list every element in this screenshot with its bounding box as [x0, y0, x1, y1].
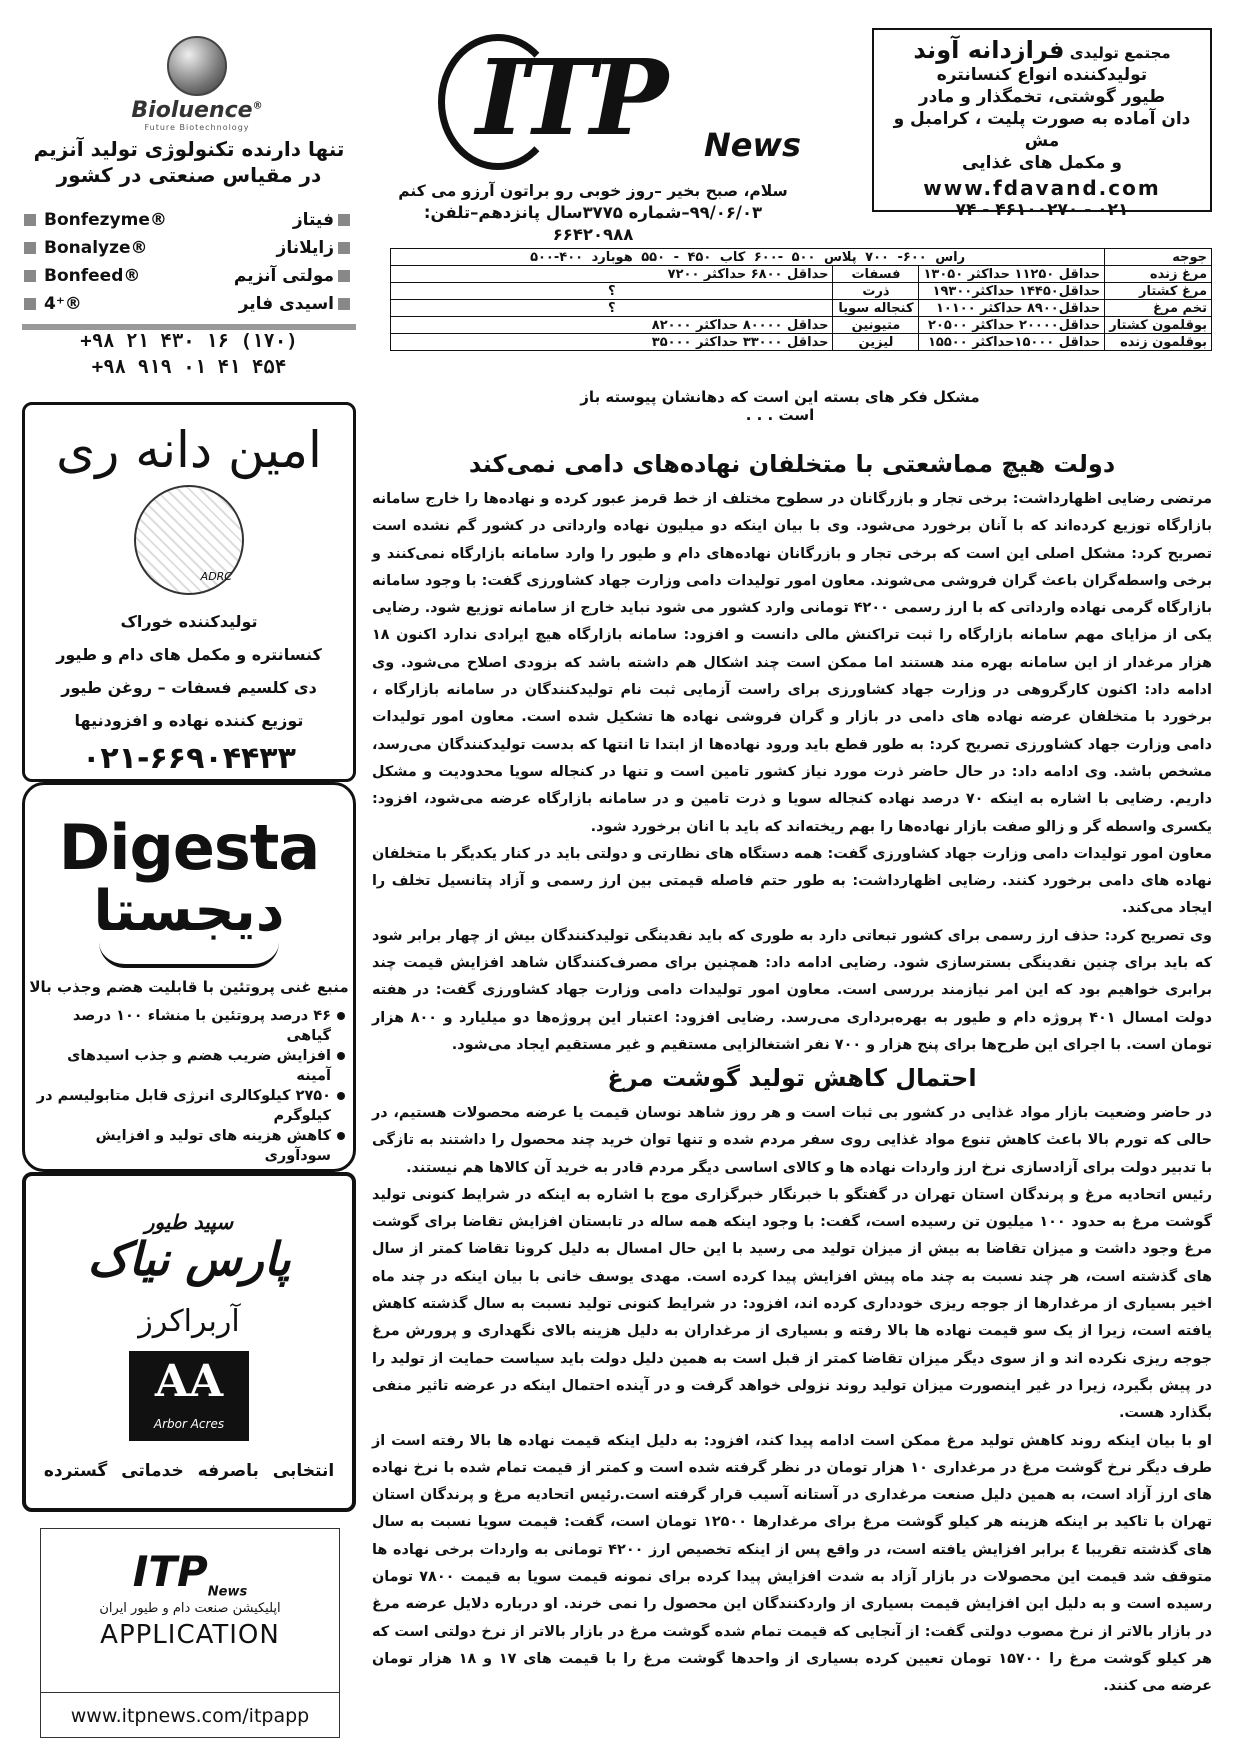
digesta-headline: منبع غنی پروتئین با قابلیت هضم وجذب بالا: [29, 978, 349, 996]
itp-news-logo: [432, 30, 812, 170]
aa-mark: AA: [154, 1356, 224, 1407]
bioluence-tagline: [22, 136, 356, 188]
list-item: ۴۶ درصد پروتئین با منشاء ۱۰۰ درصد گیاهی: [33, 1006, 345, 1046]
digesta-ad: [22, 782, 356, 1172]
fardaneh-line: دان آماده به صورت پلیت ، کرامبل و مش: [893, 109, 1191, 151]
aa-sub: Arbor Acres: [153, 1417, 225, 1431]
paragraph: مرتضی رضایی اظهارداشت: برخی تجار و بازرگانان در سطوح مختلف از خط قرمز عبور کرده و نهاده‌ها را خارج سامانه بازارگاه توزیع کرده‌اند که با آنان برخورد می‌شود. وی با بیان اینکه دو میلیون نهاده وارداتی در کشور گم نشده است تصریح کرد: مشکل اصلی این است که برخی تجار و بازرگانان نهاده‌های دام و طیور را وارد سامانه بازارگاه نمی‌کنند و برخی واسطه‌گران باعث گران فروشی می‌شوند. معاون امور تولیدات دامی وزارت جهاد کشاورزی گفت: با وجود سامانه بازارگاه گرمی نهاده وارداتی که با ارز رسمی ۴۲۰۰ تومانی وارد کشور می شود نباید خارج از سامانه توزیع شود. رضایی یکی از مزایای مهم سامانه بازارگاه را ثبت تراکنش مالی دانست و افزود: سامانه بازارگاه هیچ ایرادی ندارد اکنون ۱۸ هزار مرغدار از این سامانه بهره مند هستند اما ممکن است چند اشکال هم داشته باشد که بزودی اصلاح می‌شود. وی ادامه داد: اکنون کارگروهی در وزارت جهاد کشاورزی برای راست آزمایی ثبت نام تولیدکنندگان در سامانه بازارگاه ، برخورد با متخلفان عرضه نهاده های دامی در بازار و گران فروشی نهاده ها تشکیل شده است. معاون امور تولیدات دامی وزارت جهاد کشاورزی تصریح کرد: به طور قطع باید ورود نهاده‌ها از ابتدا تا انتها که بدست تولیدکنندگان می‌رسد، مشخص باشد. وی ادامه داد: در حال حاضر ذرت مورد نیاز کشور تامین است و تنها در کنجاله سویا محدودیت و مشکل داریم. رضایی با اشاره به اینکه ۷۰ درصد نهاده کنجاله سویا و ذرت تامین و در سامانه بازارگاه عرضه می‌شود، افزود: یکسری واسطه گر و زالو صفت بازار نهاده‌ها را بهم ریخته‌اند که باید با انان برخورد شود.: [372, 491, 1212, 835]
product-fa: اسیدی فایر: [238, 294, 334, 314]
phone-2: ۴۵۴ ۴۱ ۰۱ ۹۱۹ ۹۸+: [91, 356, 287, 378]
table-cell: حداقل۱۴۴۵۰ حداکثر۱۹۳۰۰: [919, 283, 1105, 300]
table-cell: راس ۶۰۰- ۷۰۰ پلاس ۵۰۰ -۶۰۰ کاب ۴۵۰ - ۵۵۰ هوبارد ۴۰۰-۵۰۰: [391, 249, 1105, 266]
product-fa: فیتاز: [292, 210, 334, 230]
table-cell: ؟: [391, 300, 833, 317]
square-bullet-icon: [338, 270, 350, 282]
table-cell: بوقلمون کشتار: [1105, 317, 1212, 334]
pars-brand: پارس نیاک: [87, 1232, 291, 1286]
pars-footer: انتخابی باصرفه خدماتی گسترده: [43, 1461, 335, 1481]
table-cell: حداقل۲۰۰۰۰ حداکثر ۲۰۵۰۰: [919, 317, 1105, 334]
amin-daneh-ad: [22, 402, 356, 782]
fardaneh-line: طیور گوشتی، تخمگذار و مادر: [918, 87, 1166, 107]
logo-itp: ITP: [476, 36, 663, 159]
table-cell: حداقل ۱۱۲۵۰ حداکثر ۱۳۰۵۰: [919, 266, 1105, 283]
table-cell: ذرت: [833, 283, 919, 300]
fardaneh-name: فرازدانه آوند: [913, 36, 1065, 64]
amin-lines: [25, 605, 353, 737]
product-en: Bonfezyme®: [44, 210, 167, 230]
smile-curve-icon: [99, 942, 279, 968]
app-url-link[interactable]: www.itpnews.com/itpapp: [41, 1692, 339, 1727]
table-cell: حداقل ۱۵۰۰۰حداکثر ۱۵۵۰۰: [919, 334, 1105, 351]
table-row: [391, 283, 1212, 300]
article-1-title: دولت هیچ مماشعتی با متخلفان نهاده‌های دامی نمی‌کند: [468, 450, 1116, 478]
phone-1: (۱۷۰) ۱۶ ۴۳۰ ۲۱ ۹۸+: [80, 330, 298, 352]
amin-line: تولیدکننده خوراک: [120, 612, 258, 631]
paragraph: رئیس اتحادیه مرغ و پرندگان استان تهران در گفتگو با خبرنگار خبرگزاری موج با اشاره به اینکه در شرایط کنونی تولید گوشت مرغ به حدود ۱۰۰ میلیون تن رسیده است، گفت: با وجود اینکه همه ساله در تابستان افزایش تقاضا برای گوشت مرغ وجود داشت و میزان تقاضا به بیش از میزان تولید می رسید با این حال امسال به دلیل کرونا تقاضا کمتر از سال های گذشته است، هر چند نسبت به چند ماه پیش افزایش پیدا کرده است. مهدی یوسف خانی با بیان اینکه در چند ماه اخیر بسیاری از مرغدارها از جوجه ریزی خودداری کرده اند، افزود: در شرایط کنونی تولید نسبت به سال گذشته کاهش یافته است، زیرا از یک سو قیمت نهاده ها بالا رفته و بسیاری از مرغداران به دلیل هزینه بالای نگهداری و پرورش مرغ جوجه ریزی نکرده اند و از سوی دیگر میزان تقاضا کمتر از قبل است به همین دلیل دولت باید سیاست حمایت از تولید را در پیش بگیرد، زیرا در غیر اینصورت میزان تولید روند نزولی خواهد گرفت و در آینده احتمال اینکه در عرضه تاثیر منفی بگذارد هست.: [372, 1186, 1212, 1422]
square-bullet-icon: [24, 298, 36, 310]
product-row: [22, 290, 356, 318]
product-en: Bonalyze®: [44, 238, 148, 258]
square-bullet-icon: [24, 242, 36, 254]
fardaneh-line: و مکمل های غذایی: [962, 153, 1122, 173]
greeting: سلام، صبح بخیر –روز خوبی رو براتون آرزو می کنم: [398, 182, 788, 200]
digesta-logo-fa: دیجستا: [93, 879, 285, 944]
table-cell: بوقلمون زنده: [1105, 334, 1212, 351]
product-en: Bonfeed®: [44, 266, 141, 286]
fardaneh-site[interactable]: www.fdavand.com: [923, 176, 1161, 200]
square-bullet-icon: [338, 298, 350, 310]
amin-phone: ۰۲۱-۶۶۹۰۴۴۳۳: [82, 741, 296, 776]
arbor-acres-logo: [129, 1351, 249, 1441]
amin-line: کنسانتره و مکمل های دام و طیور: [56, 645, 322, 664]
table-cell: مرغ زنده: [1105, 266, 1212, 283]
article-1-body: [372, 486, 1212, 1059]
table-cell: حداقل ۳۳۰۰۰ حداکثر ۳۵۰۰۰: [391, 334, 833, 351]
tagline-line-1: تنها دارنده تکنولوژی تولید آنزیم: [33, 137, 345, 161]
table-cell: کنجاله سویا: [833, 300, 919, 317]
fardaneh-title: [874, 36, 1210, 64]
bioluence-sub: Future Biotechnology: [144, 123, 250, 132]
table-row: [391, 249, 1212, 266]
digesta-logo-en: Digesta: [58, 811, 320, 884]
table-cell: ؟: [391, 283, 833, 300]
tagline-line-2: در مقیاس صنعتی در کشور: [56, 163, 322, 187]
paragraph: معاون امور تولیدات دامی وزارت جهاد کشاورزی گفت: همه دستگاه های نظارتی و دولتی باید در کنار یکدیگر با متخلفان نهاده های دامی برخورد کنند. رضایی اظهارداشت: به طور حتم فاصله قیمتی بین ارز رسمی و آزاد پتانسیل تخلف را ایجاد می‌کند.: [372, 845, 1212, 917]
itp-app-logo: [41, 1547, 339, 1599]
amin-line: توزیع کننده نهاده و افزودنیها: [74, 711, 304, 730]
product-fa: مولتی آنزیم: [233, 266, 334, 286]
list-item: افزایش ضریب هضم و جذب اسیدهای آمینه: [33, 1046, 345, 1086]
bioluence-ad: [22, 28, 356, 388]
app-logo-text: ITP: [132, 1547, 208, 1596]
table-row: [391, 300, 1212, 317]
masthead-info: [388, 180, 798, 246]
amin-line: دی کلسیم فسفات – روغن طیور: [61, 678, 317, 697]
amin-title: امین دانه ری: [56, 421, 322, 479]
paragraph: در حاضر وضعیت بازار مواد غذایی در کشور بی ثبات است و هر روز شاهد نوسان قیمت یا عرضه محصولات هستیم، در حالی که تورم بالا باعث کاهش تنوع مواد غذایی روی سفر مردم شده و تنها توان خرید چند محصول را داشتند به تازگی با تدبیر دولت برای آزادسازی نرخ ارز واردات نهاده ها و کالای اساسی دیگر مردم قادر به خرید آن کالاها هم نیستند.: [372, 1105, 1212, 1176]
square-bullet-icon: [338, 242, 350, 254]
bioluence-logo: [122, 36, 272, 136]
app-fa-caption: اپلیکیشن صنعت دام و طیور ایران: [99, 1601, 281, 1617]
issue-line: ۹۹/۰۶/۰۳–شماره ۳۷۷۵سال پانزدهم–تلفن: ۶۶۴۲۰۹۸۸: [423, 203, 763, 244]
table-cell: لیزین: [833, 334, 919, 351]
registered-mark: ®: [252, 100, 263, 112]
product-row: [22, 262, 356, 290]
list-item: ۲۷۵۰ کیلوکالری انرژی قابل متابولیسم در کیلوگرم: [33, 1086, 345, 1126]
fardaneh-pre: مجتمع تولیدی: [1069, 44, 1171, 62]
table-cell: حداقل۸۹۰۰ حداکثر ۱۰۱۰۰: [919, 300, 1105, 317]
bioluence-phones: [22, 328, 356, 380]
pars-niak-ad: [22, 1172, 356, 1512]
square-bullet-icon: [24, 270, 36, 282]
pars-niak-logo: [26, 1212, 352, 1286]
paragraph: او با بیان اینکه روند کاهش تولید مرغ ممکن است ادامه پیدا کند، افزود: به دلیل اینکه قیمت نهاده ها بالا رفته است از طرف دیگر نرخ گوشت مرغ در مرغداری ۱۰ هزار تومان در نظر گرفته شده است و کمتر از قیمت تمام شده با نرخ نهاده های ارز آزاد است، به همین دلیل صنعت مرغداری در آستانه آسیب قرار گرفته است.رئیس اتحادیه مرغ و پرندگان استان تهران با تاکید بر اینکه هزینه هر کیلو گوشت مرغ برای مرغدارها ۱۲۵۰۰ تومان است، گفت: قیمت سویا نسبت به سال های گذشته تقریبا ٤ برابر افزایش یافته است، در واقع پس از اینکه تخصیص ارز ۴۲۰۰ تومانی به واردات برخی نهاده ها متوقف شد قیمت این محصولات در بازار آزاد به شدت افزایش پیدا کرده برای نمونه قیمت سویا به قیمت ۷۸۰۰ تومان رسیده است و به دلیل این افزایش قیمت بسیاری از واردکنندگان این محصول را نمی خرند. او درباره دلایل عرضه مرغ در بازار بالاتر از نرخ مصوب دولتی گفت: از آنجایی که قیمت تمام شده گوشت مرغ در بازار بالاتر از نرخ دولتی است که هر کیلو گوشت مرغ را ۱۵۷۰۰ تومان تعیین کرده بسیاری از واحدها گوشت مرغ را با قیمت های ۱۷ و ۱۸ هزار تومان عرضه می کنند.: [372, 1432, 1213, 1695]
logo-news: News: [704, 126, 802, 164]
itp-app-ad: [40, 1528, 340, 1738]
digesta-bullets: [25, 996, 353, 1166]
product-fa: زایلاناز: [276, 238, 334, 258]
pars-small: سپید طیور: [144, 1210, 234, 1234]
product-row: [22, 234, 356, 262]
table-cell: متیونین: [833, 317, 919, 334]
table-row: [391, 266, 1212, 283]
list-item: کاهش هزینه های تولید و افزایش سودآوری: [33, 1126, 345, 1166]
emblem-text: ADRC: [200, 570, 232, 583]
square-bullet-icon: [338, 214, 350, 226]
price-table: [390, 248, 1212, 351]
fardaneh-ad: [872, 28, 1212, 220]
square-bullet-icon: [24, 214, 36, 226]
fardaneh-phone: ۰۲۱ - ۴۶۱۰۰۲۷۰ - ۷۴: [955, 200, 1129, 220]
app-label: APPLICATION: [100, 1620, 280, 1651]
paragraph: وی تصریح کرد: حذف ارز رسمی برای کشور تبعاتی دارد به طوری که باید نقدینگی تولیدکنندگان بیش از چهار برابر شود که باید برای چنین نقدینگی بسترسازی شود. رضایی ادامه داد: همچنین برای مصرف‌کنندگان شاهد افزایش قیمت چند برابری خواهیم بود که این امر نیازمند بررسی است. معاون امور تولیدات دامی وزارت جهاد کشاورزی گفت: در هفته دولت امسال ۴۰۱ پروژه دام و طیور به بهره‌برداری می‌رسد. رضایی افزود: اعتبار این پروژه‌ها دو میلیارد و ۸۰۰ هزار تومان است. با اجرای این طرح‌ها برای پنج هزار و ۷۰۰ نفر اشتغالزایی مستقیم و غیر مستقیم ایجاد می‌شود.: [372, 927, 1212, 1053]
table-row: [391, 317, 1212, 334]
article-2-body: [372, 1100, 1212, 1701]
arbor-label: آربراکرز: [138, 1304, 240, 1339]
product-row: [22, 206, 356, 234]
product-en: 4⁺®: [44, 294, 82, 314]
table-cell: مرغ کشتار: [1105, 283, 1212, 300]
table-cell: حداقل ۸۰۰۰۰ حداکثر ۸۲۰۰۰: [391, 317, 833, 334]
fardaneh-line: تولیدکننده انواع کنسانتره: [936, 65, 1148, 85]
table-row: [391, 334, 1212, 351]
bioluence-brand: Bioluence: [131, 98, 253, 123]
table-cell: حداقل ۶۸۰۰ حداکثر ۷۲۰۰: [391, 266, 833, 283]
table-cell: جوجه: [1105, 249, 1212, 266]
wheat-emblem-icon: [134, 485, 244, 595]
product-list: [22, 206, 356, 318]
table-cell: تخم مرغ: [1105, 300, 1212, 317]
app-logo-sub: News: [207, 1584, 248, 1600]
sphere-icon: [167, 36, 227, 96]
article-2-title: احتمال کاهش تولید گوشت مرغ: [607, 1064, 977, 1092]
quote-line: مشکل فکر های بسته این است که دهانشان پیوسته باز است . . .: [580, 388, 980, 424]
table-cell: فسفات: [833, 266, 919, 283]
